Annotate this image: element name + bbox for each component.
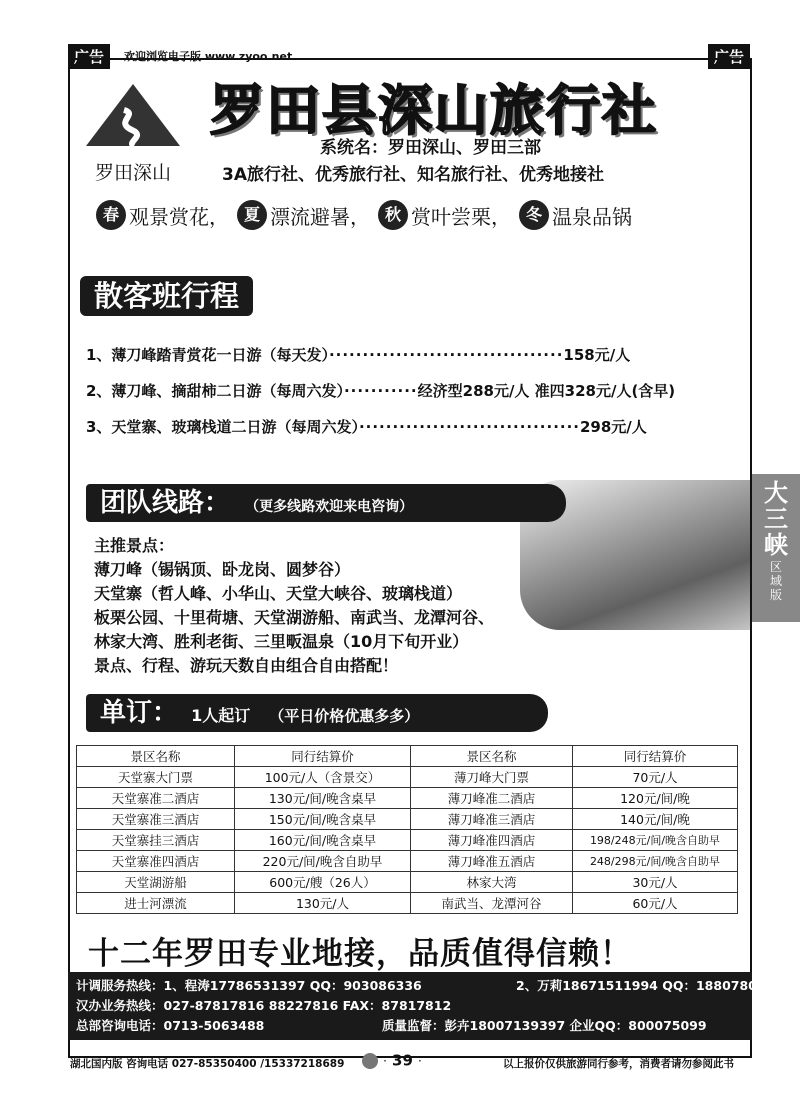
table-cell: 林家大湾 xyxy=(411,872,573,893)
trip-name: 2、薄刀峰、摘甜柿二日游（每周六发） xyxy=(86,382,344,400)
season-summer xyxy=(237,204,378,229)
price-table xyxy=(76,745,738,914)
trip-item[interactable]: 1、薄刀峰踏青赏花一日游（每天发）···································158元/人 xyxy=(86,346,631,364)
column-header: 景区名称 xyxy=(411,746,573,767)
side-tab-small: 区域版 xyxy=(769,560,782,602)
trip-name: 3、天堂寨、玻璃栈道二日游（每周六发） xyxy=(86,418,359,436)
trip-name: 1、薄刀峰踏青赏花一日游（每天发） xyxy=(86,346,329,364)
region-side-tab[interactable] xyxy=(752,474,800,622)
team-line: 景点、行程、游玩天数自由组合自由搭配！ xyxy=(94,656,399,675)
season-winter xyxy=(519,204,640,229)
season-slogans xyxy=(96,200,640,230)
table-cell: 薄刀峰准五酒店 xyxy=(411,851,573,872)
table-cell: 30元/人 xyxy=(573,872,738,893)
table-row xyxy=(77,851,738,872)
team-line: 林家大湾、胜利老街、三里畈温泉（10月下旬开业） xyxy=(94,632,469,651)
table-cell: 248/298元/间/晚含自助早 xyxy=(573,851,738,872)
contact-dispatch[interactable]: 计调服务热线：1、程涛17786531397 QQ：903086336 xyxy=(76,978,422,993)
mountain-logo-icon xyxy=(84,80,182,152)
team-heading: 团队线路： xyxy=(100,488,231,518)
slogan: 十二年罗田专业地接，品质值得信赖！ xyxy=(88,936,632,972)
team-line: 天堂寨（哲人峰、小华山、天堂大峡谷、玻璃栈道） xyxy=(94,584,463,603)
column-header: 同行结算价 xyxy=(573,746,738,767)
table-cell: 天堂湖游船 xyxy=(77,872,235,893)
table-header-row xyxy=(77,746,738,767)
team-line: 薄刀峰（锡锅顶、卧龙岗、圆梦谷） xyxy=(94,560,351,579)
team-heading-bar xyxy=(86,484,566,522)
table-cell: 天堂寨准三酒店 xyxy=(77,809,235,830)
booking-min: 1人起订 xyxy=(191,706,251,725)
team-spots xyxy=(94,534,494,678)
trip-price: 298元/人 xyxy=(580,418,647,436)
contact-line-3 xyxy=(76,1016,744,1036)
agency-title: 罗田县深山旅行社 xyxy=(210,78,658,142)
logo-caption: 罗田深山 xyxy=(94,162,171,184)
contact-quality[interactable]: 质量监督：彭卉18007139397 企业QQ：800075099 xyxy=(382,1018,707,1033)
page-emblem-icon xyxy=(362,1053,378,1069)
table-cell: 薄刀峰准二酒店 xyxy=(411,788,573,809)
table-cell: 薄刀峰准四酒店 xyxy=(411,830,573,851)
season-spring xyxy=(96,204,237,229)
table-row xyxy=(77,872,738,893)
trip-item[interactable]: 2、薄刀峰、摘甜柿二日游（每周六发）···········经济型288元/人 准四328元/人(含早) xyxy=(86,382,676,400)
table-cell: 130元/间/晚含桌早 xyxy=(235,788,411,809)
brand-logo xyxy=(84,80,182,184)
team-label: 主推景点： xyxy=(94,536,175,555)
ad-tag-left: 广告 xyxy=(68,44,110,69)
welcome-text[interactable]: 欢迎浏览电子版 www.zyoo.net xyxy=(124,50,293,63)
footer-right: 以上报价仅供旅游同行参考，消费者请勿参阅此书 xyxy=(503,1058,734,1070)
season-text-winter: 温泉品锅 xyxy=(552,204,632,229)
individual-heading: 散客班行程 xyxy=(80,276,253,316)
season-badge-spring: 春 xyxy=(96,200,126,230)
table-cell: 天堂寨大门票 xyxy=(77,767,235,788)
season-badge-summer: 夏 xyxy=(237,200,267,230)
trip-price: 经济型288元/人 准四328元/人(含早) xyxy=(417,382,676,400)
system-name: 系统名：罗田深山、罗田三部 xyxy=(320,138,541,158)
booking-note: （平日价格优惠多多） xyxy=(269,707,420,725)
season-text-summer: 漂流避暑， xyxy=(270,204,370,229)
table-cell: 140元/间/晚 xyxy=(573,809,738,830)
table-row xyxy=(77,767,738,788)
page-number: 39 xyxy=(392,1051,413,1070)
table-cell: 600元/艘（26人） xyxy=(235,872,411,893)
table-cell: 60元/人 xyxy=(573,893,738,914)
table-cell: 70元/人 xyxy=(573,767,738,788)
table-cell: 薄刀峰准三酒店 xyxy=(411,809,573,830)
agency-honors: 3A旅行社、优秀旅行社、知名旅行社、优秀地接社 xyxy=(222,165,604,185)
table-cell: 130元/人 xyxy=(235,893,411,914)
season-text-autumn: 赏叶尝栗， xyxy=(411,204,511,229)
table-row xyxy=(77,830,738,851)
contact-dispatch-2[interactable]: 2、万莉18671511994 QQ：188078022 xyxy=(516,978,775,993)
column-header: 同行结算价 xyxy=(235,746,411,767)
ad-tag-right: 广告 xyxy=(708,44,750,69)
table-cell: 进士河漂流 xyxy=(77,893,235,914)
trip-item[interactable]: 3、天堂寨、玻璃栈道二日游（每周六发）·································298元/人 xyxy=(86,418,647,436)
table-row xyxy=(77,893,738,914)
season-badge-autumn: 秋 xyxy=(378,200,408,230)
season-autumn xyxy=(378,204,519,229)
table-cell: 198/248元/间/晚含自助早 xyxy=(573,830,738,851)
table-row xyxy=(77,788,738,809)
contact-hq[interactable]: 总部咨询电话：0713-5063488 xyxy=(76,1018,265,1033)
trip-price: 158元/人 xyxy=(563,346,631,364)
table-cell: 天堂寨挂三酒店 xyxy=(77,830,235,851)
contact-line-1 xyxy=(76,976,775,996)
table-cell: 220元/间/晚含自助早 xyxy=(235,851,411,872)
contact-line-2[interactable]: 汉办业务热线：027-87817816 88227816 FAX：87817812 xyxy=(76,998,452,1013)
season-text-spring: 观景赏花， xyxy=(129,204,229,229)
column-header: 景区名称 xyxy=(77,746,235,767)
footer-left: 湖北国内版 咨询电话 027-85350400 /15337218689 xyxy=(70,1058,345,1070)
table-cell: 天堂寨准四酒店 xyxy=(77,851,235,872)
table-cell: 南武当、龙潭河谷 xyxy=(411,893,573,914)
table-cell: 120元/间/晚 xyxy=(573,788,738,809)
table-cell: 薄刀峰大门票 xyxy=(411,767,573,788)
contact-bar xyxy=(68,972,775,1040)
season-badge-winter: 冬 xyxy=(519,200,549,230)
booking-heading: 单订： xyxy=(100,698,179,728)
table-cell: 160元/间/晚含桌早 xyxy=(235,830,411,851)
table-cell: 天堂寨准二酒店 xyxy=(77,788,235,809)
team-line: 板栗公园、十里荷塘、天堂湖游船、南武当、龙潭河谷、 xyxy=(94,608,495,627)
team-subheading: （更多线路欢迎来电咨询） xyxy=(245,499,414,515)
booking-heading-bar xyxy=(86,694,548,732)
table-cell: 150元/间/晚含桌早 xyxy=(235,809,411,830)
table-cell: 100元/人（含景交） xyxy=(235,767,411,788)
table-row xyxy=(77,809,738,830)
side-tab-big: 大三峡 xyxy=(764,478,788,559)
page-number-block: · 39 · xyxy=(362,1050,422,1070)
